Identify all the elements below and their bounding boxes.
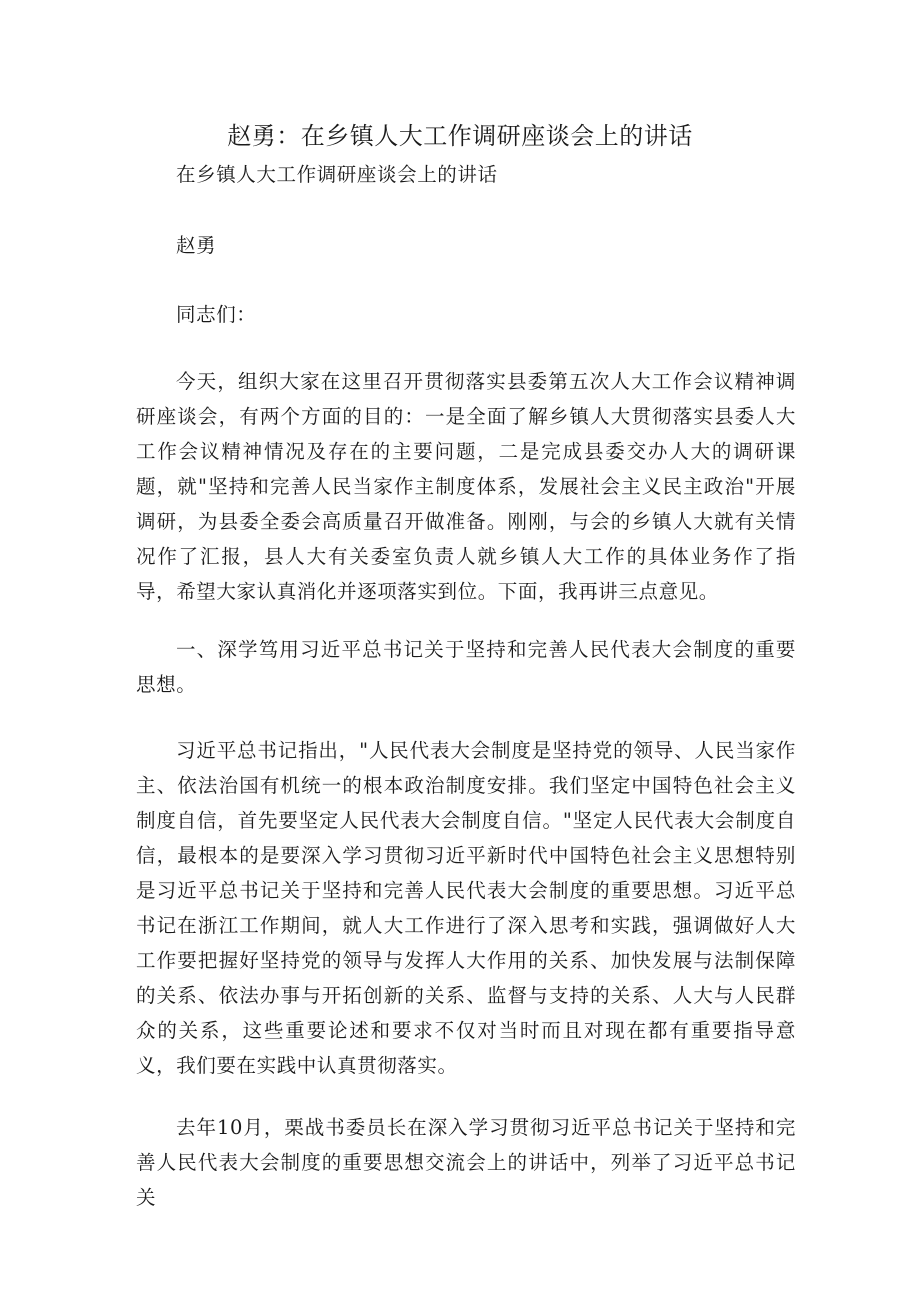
- paragraph-intro: 今天，组织大家在这里召开贯彻落实县委第五次人大工作会议精神调研座谈会，有两个方面的目的：一是全面了解乡镇人大贯彻落实县委人大工作会议精神情况及存在的主要问题，二是完成县委交办人大的调研课题，就"坚持和完善人民当家作主制度体系，发展社会主义民主政治"开展调研，为县委全委会高质量召开做准备。刚刚，与会的乡镇人大就有关情况作了汇报，县人大有关委室负责人就乡镇人大工作的具体业务作了指导，希望大家认真消化并逐项落实到位。下面，我再讲三点意见。: [136, 370, 796, 603]
- document-subtitle: 在乡镇人大工作调研座谈会上的讲话: [176, 163, 498, 186]
- paragraph-quote: 习近平总书记指出，"人民代表大会制度是坚持党的领导、人民当家作主、依法治国有机统一的根本政治制度安排。我们坚定中国特色社会主义制度自信，首先要坚定人民代表大会制度自信。"坚定人民代表大会制度自信，最根本的是要深入学习贯彻习近平新时代中国特色社会主义思想特别是习近平总书记关于坚持和完善人民代表大会制度的重要思想。习近平总书记在浙江工作期间，就人大工作进行了深入思考和实践，强调做好人大工作要把握好坚持党的领导与发挥人大作用的关系、加快发展与法制保障的关系、依法办事与开拓创新的关系、监督与支持的关系、人大与人民群众的关系，这些重要论述和要求不仅对当时而且对现在都有重要指导意义，我们要在实践中认真贯彻落实。: [136, 739, 796, 1077]
- document-title: 赵勇：在乡镇人大工作调研座谈会上的讲话: [227, 122, 693, 150]
- paragraph-last: 去年10月，栗战书委员长在深入学习贯彻习近平总书记关于坚持和完善人民代表大会制度的重要思想交流会上的讲话中，列举了习近平总书记关: [136, 1116, 796, 1209]
- author-name: 赵勇: [176, 234, 217, 257]
- greeting: 同志们：: [176, 303, 257, 326]
- section-heading-one: 一、深学笃用习近平总书记关于坚持和完善人民代表大会制度的重要思想。: [136, 638, 796, 696]
